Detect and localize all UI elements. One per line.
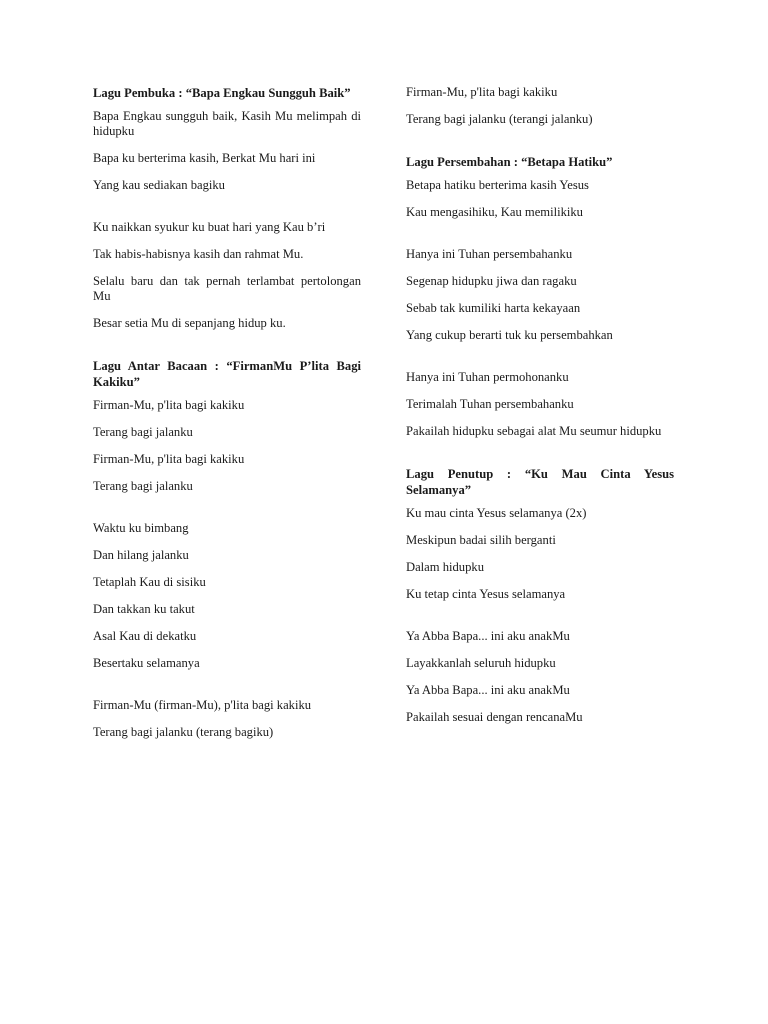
stanza-gap — [406, 139, 674, 154]
stanza-gap — [93, 205, 361, 220]
lyric-line: Pakailah hidupku sebagai alat Mu seumur hidupku — [406, 424, 662, 438]
stanza-gap — [93, 683, 361, 698]
lyric-line: Bapa Engkau sungguh baik, Kasih Mu melimpah di hidupku — [93, 109, 361, 138]
lyric-line: Tetaplah Kau di sisiku — [93, 575, 206, 589]
lyric-line: Ya Abba Bapa... ini aku anakMu — [406, 683, 570, 697]
lyric-line: Firman-Mu, p'lita bagi kakiku — [93, 398, 245, 412]
lyric-line: Sebab tak kumiliki harta kekayaan — [406, 301, 581, 315]
lyric-line: Meskipun badai silih berganti — [406, 533, 556, 547]
stanza-gap — [406, 355, 674, 370]
stanza-gap — [406, 232, 674, 247]
lyric-line: Firman-Mu, p'lita bagi kakiku — [406, 85, 558, 99]
lyric-line: Hanya ini Tuhan permohonanku — [406, 370, 569, 384]
lyric-line: Betapa hatiku berterima kasih Yesus — [406, 178, 589, 192]
lyric-line: Bapa ku berterima kasih, Berkat Mu hari ini — [93, 151, 316, 165]
stanza-gap — [406, 614, 674, 629]
lyric-line: Terang bagi jalanku (terangi jalanku) — [406, 112, 593, 126]
lyric-line: Dalam hidupku — [406, 560, 484, 574]
lyric-line: Asal Kau di dekatku — [93, 629, 197, 643]
lyric-line: Segenap hidupku jiwa dan ragaku — [406, 274, 577, 288]
lyric-line: Yang cukup berarti tuk ku persembahkan — [406, 328, 613, 342]
song-heading-closing: Lagu Penutup : “Ku Mau Cinta Yesus Selamanya” — [406, 467, 674, 497]
right-column — [406, 85, 674, 737]
lyric-line: Layakkanlah seluruh hidupku — [406, 656, 556, 670]
stanza-gap — [93, 506, 361, 521]
lyric-line: Waktu ku bimbang — [93, 521, 189, 535]
song-heading-opening: Lagu Pembuka : “Bapa Engkau Sungguh Baik” — [93, 86, 351, 100]
lyric-line: Selalu baru dan tak pernah terlambat pertolongan Mu — [93, 274, 361, 303]
lyric-line: Ya Abba Bapa... ini aku anakMu — [406, 629, 570, 643]
lyric-line: Hanya ini Tuhan persembahanku — [406, 247, 573, 261]
lyric-line: Kau mengasihiku, Kau memilikiku — [406, 205, 583, 219]
lyric-line: Terang bagi jalanku (terang bagiku) — [93, 725, 274, 739]
lyric-line: Terang bagi jalanku — [93, 479, 193, 493]
stanza-gap — [93, 343, 361, 358]
lyric-line: Ku tetap cinta Yesus selamanya — [406, 587, 566, 601]
song-heading-offering: Lagu Persembahan : “Betapa Hatiku” — [406, 155, 613, 169]
lyric-line: Firman-Mu (firman-Mu), p'lita bagi kakiku — [93, 698, 312, 712]
lyric-line: Yang kau sediakan bagiku — [93, 178, 225, 192]
lyric-line: Terang bagi jalanku — [93, 425, 193, 439]
lyric-line: Dan takkan ku takut — [93, 602, 195, 616]
lyric-line: Ku naikkan syukur ku buat hari yang Kau b’ri — [93, 220, 326, 234]
lyric-line: Besar setia Mu di sepanjang hidup ku. — [93, 316, 286, 330]
lyric-line: Ku mau cinta Yesus selamanya (2x) — [406, 506, 587, 520]
stanza-gap — [406, 451, 674, 466]
song-heading-reading: Lagu Antar Bacaan : “FirmanMu P’lita Bagi Kakiku” — [93, 359, 361, 389]
lyric-line: Tak habis-habisnya kasih dan rahmat Mu. — [93, 247, 304, 261]
lyric-line: Dan hilang jalanku — [93, 548, 189, 562]
lyric-line: Besertaku selamanya — [93, 656, 200, 670]
lyric-line: Firman-Mu, p'lita bagi kakiku — [93, 452, 245, 466]
left-column — [93, 85, 361, 752]
lyric-line: Terimalah Tuhan persembahanku — [406, 397, 574, 411]
lyric-line: Pakailah sesuai dengan rencanaMu — [406, 710, 583, 724]
